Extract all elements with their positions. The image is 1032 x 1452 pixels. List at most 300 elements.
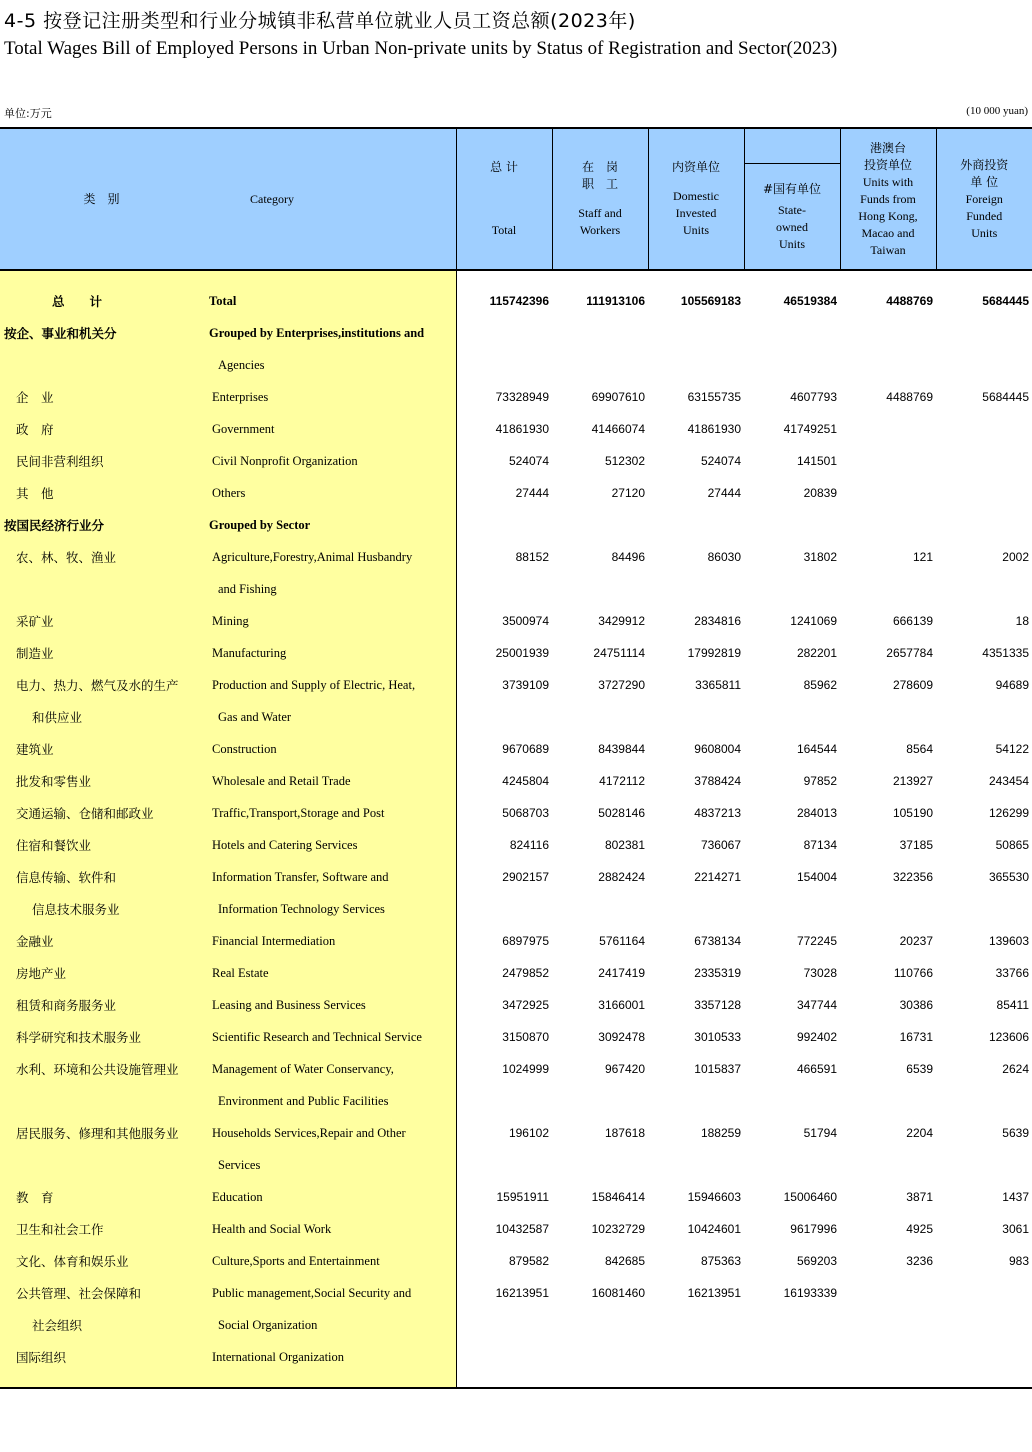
category-en-cell: Gas and Water (203, 701, 456, 733)
header-state-en: State- owned Units (776, 202, 808, 251)
value-cell-state-owned: 992402 (796, 1030, 837, 1044)
value-cell-domestic (648, 1149, 744, 1181)
value-cell-hmt: 16731 (899, 1030, 933, 1044)
table-row (0, 989, 1032, 1021)
value-cell-staff: 802381 (604, 838, 645, 852)
table-row (0, 1245, 1032, 1277)
value-cell-staff: 4172112 (599, 774, 645, 788)
value-cell-domestic: 86030 (707, 550, 741, 564)
category-en-cell: Agriculture,Forestry,Animal Husbandry (203, 541, 456, 573)
category-en-cell: and Fishing (203, 573, 456, 605)
category-en-cell: Information Transfer, Software and (203, 861, 456, 893)
value-cell-domestic: 4837213 (694, 806, 741, 820)
value-cell-staff (552, 1341, 648, 1373)
value-cell-state-owned (744, 701, 840, 733)
category-en-cell: Traffic,Transport,Storage and Post (203, 797, 456, 829)
table-row (0, 1213, 1032, 1245)
category-en-cell: Construction (203, 733, 456, 765)
value-cell-staff: 842685 (604, 1254, 645, 1268)
value-cell-foreign (936, 1085, 1032, 1117)
header-foreign-cn: 外商投资 单 位 (960, 157, 1009, 189)
value-cell-domestic: 15946603 (687, 1190, 741, 1204)
value-cell-foreign (936, 509, 1032, 541)
value-cell-total (456, 317, 552, 349)
value-cell-foreign: 123606 (988, 1030, 1029, 1044)
category-en-cell: Government (203, 413, 456, 445)
value-cell-hmt: 20237 (899, 934, 933, 948)
category-cn-cell: 教 育 (0, 1181, 203, 1213)
value-cell-domestic (648, 1341, 744, 1373)
category-cn-cell: 总 计 (0, 285, 203, 317)
value-cell-hmt: 3871 (906, 1190, 933, 1204)
value-cell-staff (552, 509, 648, 541)
value-cell-staff (552, 349, 648, 381)
value-cell-foreign (936, 1341, 1032, 1373)
value-cell-staff: 8439844 (598, 742, 645, 756)
wages-table (0, 127, 1032, 1389)
value-cell-total: 524074 (508, 454, 549, 468)
value-cell-hmt: 2657784 (886, 646, 933, 660)
group-row (0, 317, 1032, 349)
value-cell-total (456, 1085, 552, 1117)
value-cell-foreign (936, 573, 1032, 605)
value-cell-staff: 5761164 (599, 934, 645, 948)
value-cell-foreign (936, 701, 1032, 733)
value-cell-foreign (936, 477, 1032, 509)
value-cell-total: 27444 (515, 486, 549, 500)
table-body (0, 270, 1032, 1388)
value-cell-total: 3500974 (502, 614, 549, 628)
value-cell-hmt: 6539 (906, 1062, 933, 1076)
value-cell-state-owned: 9617996 (790, 1222, 837, 1236)
category-en-cell: Leasing and Business Services (203, 989, 456, 1021)
table-row (0, 1149, 1032, 1181)
value-cell-domestic: 3357128 (694, 998, 741, 1012)
value-cell-hmt (840, 893, 936, 925)
value-cell-domestic: 16213951 (687, 1286, 741, 1300)
value-cell-hmt (840, 1309, 936, 1341)
category-en-cell: Environment and Public Facilities (203, 1085, 456, 1117)
value-cell-state-owned (744, 1149, 840, 1181)
category-en-cell: Social Organization (203, 1309, 456, 1341)
value-cell-foreign: 139603 (988, 934, 1029, 948)
value-cell-hmt: 4925 (906, 1222, 933, 1236)
value-cell-staff: 84496 (611, 550, 645, 564)
value-cell-state-owned (744, 1085, 840, 1117)
value-cell-staff: 2417419 (598, 966, 645, 980)
value-cell-staff (552, 1149, 648, 1181)
value-cell-domestic: 875363 (700, 1254, 741, 1268)
value-cell-total (456, 701, 552, 733)
value-cell-domestic: 2335319 (694, 966, 741, 980)
value-cell-state-owned: 87134 (803, 838, 837, 852)
category-en-cell: Agencies (203, 349, 456, 381)
value-cell-staff: 15846414 (591, 1190, 645, 1204)
value-cell-state-owned: 16193339 (783, 1286, 837, 1300)
value-cell-foreign (936, 445, 1032, 477)
value-cell-total (456, 1309, 552, 1341)
value-cell-staff: 27120 (611, 486, 645, 500)
table-row (0, 381, 1032, 413)
value-cell-domestic: 2834816 (694, 614, 741, 628)
value-cell-state-owned (744, 349, 840, 381)
category-en-cell: Hotels and Catering Services (203, 829, 456, 861)
header-state (744, 164, 840, 271)
category-cn-cell: 批发和零售业 (0, 765, 203, 797)
value-cell-domestic: 17992819 (687, 646, 741, 660)
category-cn-cell: 信息技术服务业 (0, 893, 203, 925)
header-hmt-cn: 港澳台 投资单位 (863, 140, 912, 172)
value-cell-domestic: 3010533 (694, 1030, 741, 1044)
value-cell-domestic: 3788424 (694, 774, 741, 788)
header-category-cn: 类 别 (0, 128, 203, 270)
value-cell-state-owned: 85962 (803, 678, 837, 692)
value-cell-foreign: 54122 (995, 742, 1029, 756)
value-cell-hmt: 8564 (906, 742, 933, 756)
value-cell-domestic (648, 1309, 744, 1341)
value-cell-hmt (840, 1341, 936, 1373)
value-cell-hmt: 105190 (892, 806, 933, 820)
category-en-cell: Total (203, 285, 456, 317)
category-cn-cell: 企 业 (0, 381, 203, 413)
value-cell-domestic (648, 701, 744, 733)
value-cell-hmt: 4488769 (886, 390, 933, 404)
value-cell-foreign: 94689 (995, 678, 1029, 692)
category-cn-cell (0, 573, 203, 605)
value-cell-total (456, 1341, 552, 1373)
value-cell-total: 41861930 (495, 422, 549, 436)
table-row (0, 925, 1032, 957)
value-cell-state-owned: 1241069 (790, 614, 837, 628)
value-cell-state-owned: 20839 (803, 486, 837, 500)
page-title-english: Total Wages Bill of Employed Persons in Urban Non-private units by Status of Registration and Sector(2023) (4, 38, 838, 59)
category-cn-cell: 金融业 (0, 925, 203, 957)
value-cell-domestic: 63155735 (687, 390, 741, 404)
table-row (0, 829, 1032, 861)
value-cell-staff: 187618 (604, 1126, 645, 1140)
value-cell-staff: 41466074 (591, 422, 645, 436)
value-cell-state-owned (744, 317, 840, 349)
category-en-cell: Households Services,Repair and Other (203, 1117, 456, 1149)
value-cell-foreign (936, 317, 1032, 349)
value-cell-staff: 3429912 (598, 614, 645, 628)
category-cn-cell: 文化、体育和娱乐业 (0, 1245, 203, 1277)
value-cell-staff: 16081460 (591, 1286, 645, 1300)
value-cell-state-owned: 772245 (796, 934, 837, 948)
value-cell-domestic: 736067 (700, 838, 741, 852)
header-state-spacer (744, 128, 840, 164)
header-domestic (648, 128, 744, 270)
value-cell-domestic: 1015837 (694, 1062, 741, 1076)
category-en-cell: Health and Social Work (203, 1213, 456, 1245)
value-cell-staff: 2882424 (598, 870, 645, 884)
table-row (0, 1181, 1032, 1213)
value-cell-hmt (840, 477, 936, 509)
value-cell-staff: 512302 (604, 454, 645, 468)
table-row (0, 1053, 1032, 1085)
value-cell-hmt: 213927 (892, 774, 933, 788)
category-cn-cell: 卫生和社会工作 (0, 1213, 203, 1245)
category-cn-cell: 政 府 (0, 413, 203, 445)
value-cell-hmt: 37185 (899, 838, 933, 852)
table-row (0, 765, 1032, 797)
category-cn-cell: 信息传输、软件和 (0, 861, 203, 893)
value-cell-state-owned: 569203 (796, 1254, 837, 1268)
category-cn-cell: 住宿和餐饮业 (0, 829, 203, 861)
value-cell-domestic (648, 509, 744, 541)
value-cell-domestic: 41861930 (687, 422, 741, 436)
table-spacer-row (0, 270, 1032, 285)
category-cn-cell: 电力、热力、燃气及水的生产 (0, 669, 203, 701)
table-row (0, 445, 1032, 477)
value-cell-total: 5068703 (502, 806, 549, 820)
value-cell-staff: 5028146 (598, 806, 645, 820)
value-cell-staff: 3166001 (598, 998, 645, 1012)
header-staff (552, 128, 648, 270)
category-en-cell: Civil Nonprofit Organization (203, 445, 456, 477)
value-cell-total: 4245804 (502, 774, 549, 788)
category-en-cell: Production and Supply of Electric, Heat, (203, 669, 456, 701)
header-domestic-cn: 内资单位 (671, 160, 720, 174)
category-cn-cell: 按企、事业和机关分 (0, 317, 203, 349)
value-cell-foreign (936, 1277, 1032, 1309)
category-cn-cell: 制造业 (0, 637, 203, 669)
category-cn-cell: 采矿业 (0, 605, 203, 637)
value-cell-total (456, 509, 552, 541)
value-cell-domestic: 9608004 (694, 742, 741, 756)
category-cn-cell (0, 349, 203, 381)
value-cell-foreign: 5684445 (982, 390, 1029, 404)
category-cn-cell (0, 1085, 203, 1117)
table-row (0, 893, 1032, 925)
value-cell-state-owned: 466591 (796, 1062, 837, 1076)
header-domestic-en: Domestic Invested Units (673, 189, 719, 237)
table-row (0, 1277, 1032, 1309)
category-en-cell: Scientific Research and Technical Service (203, 1021, 456, 1053)
value-cell-domestic: 6738134 (694, 934, 741, 948)
unit-label-chinese: 单位:万元 (4, 107, 52, 120)
category-cn-cell: 农、林、牧、渔业 (0, 541, 203, 573)
value-cell-foreign: 1437 (1002, 1190, 1029, 1204)
header-total (456, 128, 552, 270)
value-cell-total: 824116 (509, 838, 549, 852)
value-cell-foreign: 85411 (996, 998, 1029, 1012)
category-en-cell: Manufacturing (203, 637, 456, 669)
value-cell-staff (552, 701, 648, 733)
category-en-cell: Grouped by Sector (203, 509, 456, 541)
value-cell-staff (552, 1309, 648, 1341)
table-row (0, 733, 1032, 765)
value-cell-total: 16213951 (495, 1286, 549, 1300)
value-cell-hmt (840, 701, 936, 733)
category-cn-cell: 民间非营利组织 (0, 445, 203, 477)
value-cell-state-owned (744, 893, 840, 925)
header-category-en: Category (203, 128, 456, 270)
value-cell-hmt (840, 445, 936, 477)
category-en-cell: Wholesale and Retail Trade (203, 765, 456, 797)
table-row (0, 1341, 1032, 1373)
table-row (0, 605, 1032, 637)
value-cell-total: 879582 (508, 1254, 549, 1268)
value-cell-total: 2902157 (502, 870, 549, 884)
value-cell-total (456, 349, 552, 381)
category-en-cell: Information Technology Services (203, 893, 456, 925)
value-cell-total: 25001939 (495, 646, 549, 660)
value-cell-staff: 3092478 (598, 1030, 645, 1044)
value-cell-state-owned: 97852 (803, 774, 837, 788)
value-cell-total: 6897975 (502, 934, 549, 948)
header-foreign (936, 128, 1032, 270)
value-cell-foreign (936, 349, 1032, 381)
table-row (0, 349, 1032, 381)
value-cell-foreign: 5684445 (982, 294, 1029, 308)
value-cell-foreign: 126299 (988, 806, 1029, 820)
value-cell-foreign (936, 1309, 1032, 1341)
table-row (0, 957, 1032, 989)
value-cell-state-owned: 4607793 (790, 390, 837, 404)
total-row (0, 285, 1032, 317)
value-cell-staff: 111913106 (586, 294, 645, 308)
value-cell-foreign (936, 413, 1032, 445)
value-cell-foreign: 2624 (1002, 1062, 1029, 1076)
value-cell-staff: 69907610 (591, 390, 645, 404)
value-cell-foreign: 18 (1015, 614, 1029, 628)
value-cell-total (456, 1149, 552, 1181)
value-cell-state-owned: 31802 (803, 550, 837, 564)
value-cell-staff: 24751114 (593, 646, 645, 660)
value-cell-domestic: 27444 (707, 486, 741, 500)
category-en-cell: Others (203, 477, 456, 509)
category-cn-cell: 社会组织 (0, 1309, 203, 1341)
value-cell-domestic: 188259 (700, 1126, 741, 1140)
value-cell-state-owned: 73028 (803, 966, 837, 980)
value-cell-state-owned: 154004 (796, 870, 837, 884)
table-end-row (0, 1373, 1032, 1388)
table-row (0, 701, 1032, 733)
value-cell-domestic (648, 573, 744, 605)
value-cell-staff: 10232729 (591, 1222, 645, 1236)
value-cell-foreign (936, 1149, 1032, 1181)
value-cell-state-owned: 282201 (796, 646, 837, 660)
value-cell-total: 88152 (515, 550, 549, 564)
category-cn-cell: 和供应业 (0, 701, 203, 733)
value-cell-hmt: 3236 (906, 1254, 933, 1268)
header-foreign-en: Foreign Funded Units (965, 191, 1003, 240)
table-row (0, 541, 1032, 573)
value-cell-hmt: 30386 (899, 998, 933, 1012)
value-cell-state-owned: 41749251 (783, 422, 837, 436)
value-cell-total (456, 573, 552, 605)
value-cell-foreign: 3061 (1002, 1222, 1029, 1236)
value-cell-total (456, 893, 552, 925)
value-cell-state-owned: 46519384 (783, 294, 837, 308)
value-cell-state-owned (744, 509, 840, 541)
value-cell-total: 2479852 (502, 966, 549, 980)
value-cell-domestic (648, 1085, 744, 1117)
value-cell-foreign: 5639 (1002, 1126, 1029, 1140)
category-en-cell: Real Estate (203, 957, 456, 989)
value-cell-hmt: 666139 (892, 614, 933, 628)
value-cell-foreign: 983 (1008, 1254, 1029, 1268)
header-state-cn: #国有单位 (762, 181, 822, 196)
value-cell-staff: 3727290 (598, 678, 645, 692)
value-cell-total: 3739109 (502, 678, 549, 692)
table-row (0, 669, 1032, 701)
value-cell-domestic: 105569183 (680, 294, 741, 308)
value-cell-state-owned (744, 1309, 840, 1341)
value-cell-hmt (840, 413, 936, 445)
value-cell-foreign: 50865 (995, 838, 1029, 852)
value-cell-state-owned (744, 1341, 840, 1373)
value-cell-foreign: 33766 (995, 966, 1029, 980)
category-en-cell: Grouped by Enterprises,institutions and (203, 317, 456, 349)
header-hmt (840, 128, 936, 270)
value-cell-domestic: 2214271 (694, 870, 741, 884)
value-cell-hmt: 278609 (892, 678, 933, 692)
table-row (0, 861, 1032, 893)
category-en-cell: Financial Intermediation (203, 925, 456, 957)
category-en-cell: Mining (203, 605, 456, 637)
value-cell-domestic (648, 893, 744, 925)
header-hmt-en: Units with Funds from Hong Kong, Macao and Taiwan (858, 174, 918, 257)
category-cn-cell: 水利、环境和公共设施管理业 (0, 1053, 203, 1085)
table-row (0, 1309, 1032, 1341)
value-cell-staff (552, 317, 648, 349)
value-cell-staff (552, 893, 648, 925)
value-cell-state-owned: 51794 (803, 1126, 837, 1140)
value-cell-staff (552, 1085, 648, 1117)
category-cn-cell: 交通运输、仓储和邮政业 (0, 797, 203, 829)
value-cell-state-owned: 284013 (796, 806, 837, 820)
value-cell-total: 115742396 (489, 294, 549, 308)
value-cell-staff (552, 573, 648, 605)
category-en-cell: Public management,Social Security and (203, 1277, 456, 1309)
category-en-cell: Education (203, 1181, 456, 1213)
unit-label-english: (10 000 yuan) (966, 105, 1028, 117)
category-cn-cell: 科学研究和技术服务业 (0, 1021, 203, 1053)
value-cell-hmt (840, 1085, 936, 1117)
value-cell-hmt: 110766 (893, 966, 933, 980)
value-cell-state-owned: 141501 (796, 454, 837, 468)
category-cn-cell: 其 他 (0, 477, 203, 509)
value-cell-hmt (840, 573, 936, 605)
value-cell-total: 3150870 (502, 1030, 549, 1044)
table-header (0, 128, 1032, 270)
value-cell-foreign: 243454 (988, 774, 1029, 788)
value-cell-foreign: 365530 (988, 870, 1029, 884)
page-title-chinese: 4-5 按登记注册类型和行业分城镇非私营单位就业人员工资总额(2023年) (4, 10, 636, 32)
table-row (0, 413, 1032, 445)
value-cell-state-owned (744, 573, 840, 605)
value-cell-staff: 967420 (604, 1062, 645, 1076)
value-cell-hmt (840, 317, 936, 349)
header-staff-en: Staff and Workers (578, 206, 622, 237)
value-cell-hmt (840, 509, 936, 541)
value-cell-state-owned: 15006460 (783, 1190, 837, 1204)
category-cn-cell (0, 1149, 203, 1181)
value-cell-total: 9670689 (502, 742, 549, 756)
value-cell-total: 3472925 (502, 998, 549, 1012)
category-cn-cell: 国际组织 (0, 1341, 203, 1373)
category-en-cell: Culture,Sports and Entertainment (203, 1245, 456, 1277)
category-en-cell: Enterprises (203, 381, 456, 413)
category-cn-cell: 按国民经济行业分 (0, 509, 203, 541)
value-cell-total: 10432587 (495, 1222, 549, 1236)
category-cn-cell: 公共管理、社会保障和 (0, 1277, 203, 1309)
header-total-cn: 总 计 (490, 160, 518, 174)
table-row (0, 637, 1032, 669)
value-cell-state-owned: 164544 (796, 742, 837, 756)
